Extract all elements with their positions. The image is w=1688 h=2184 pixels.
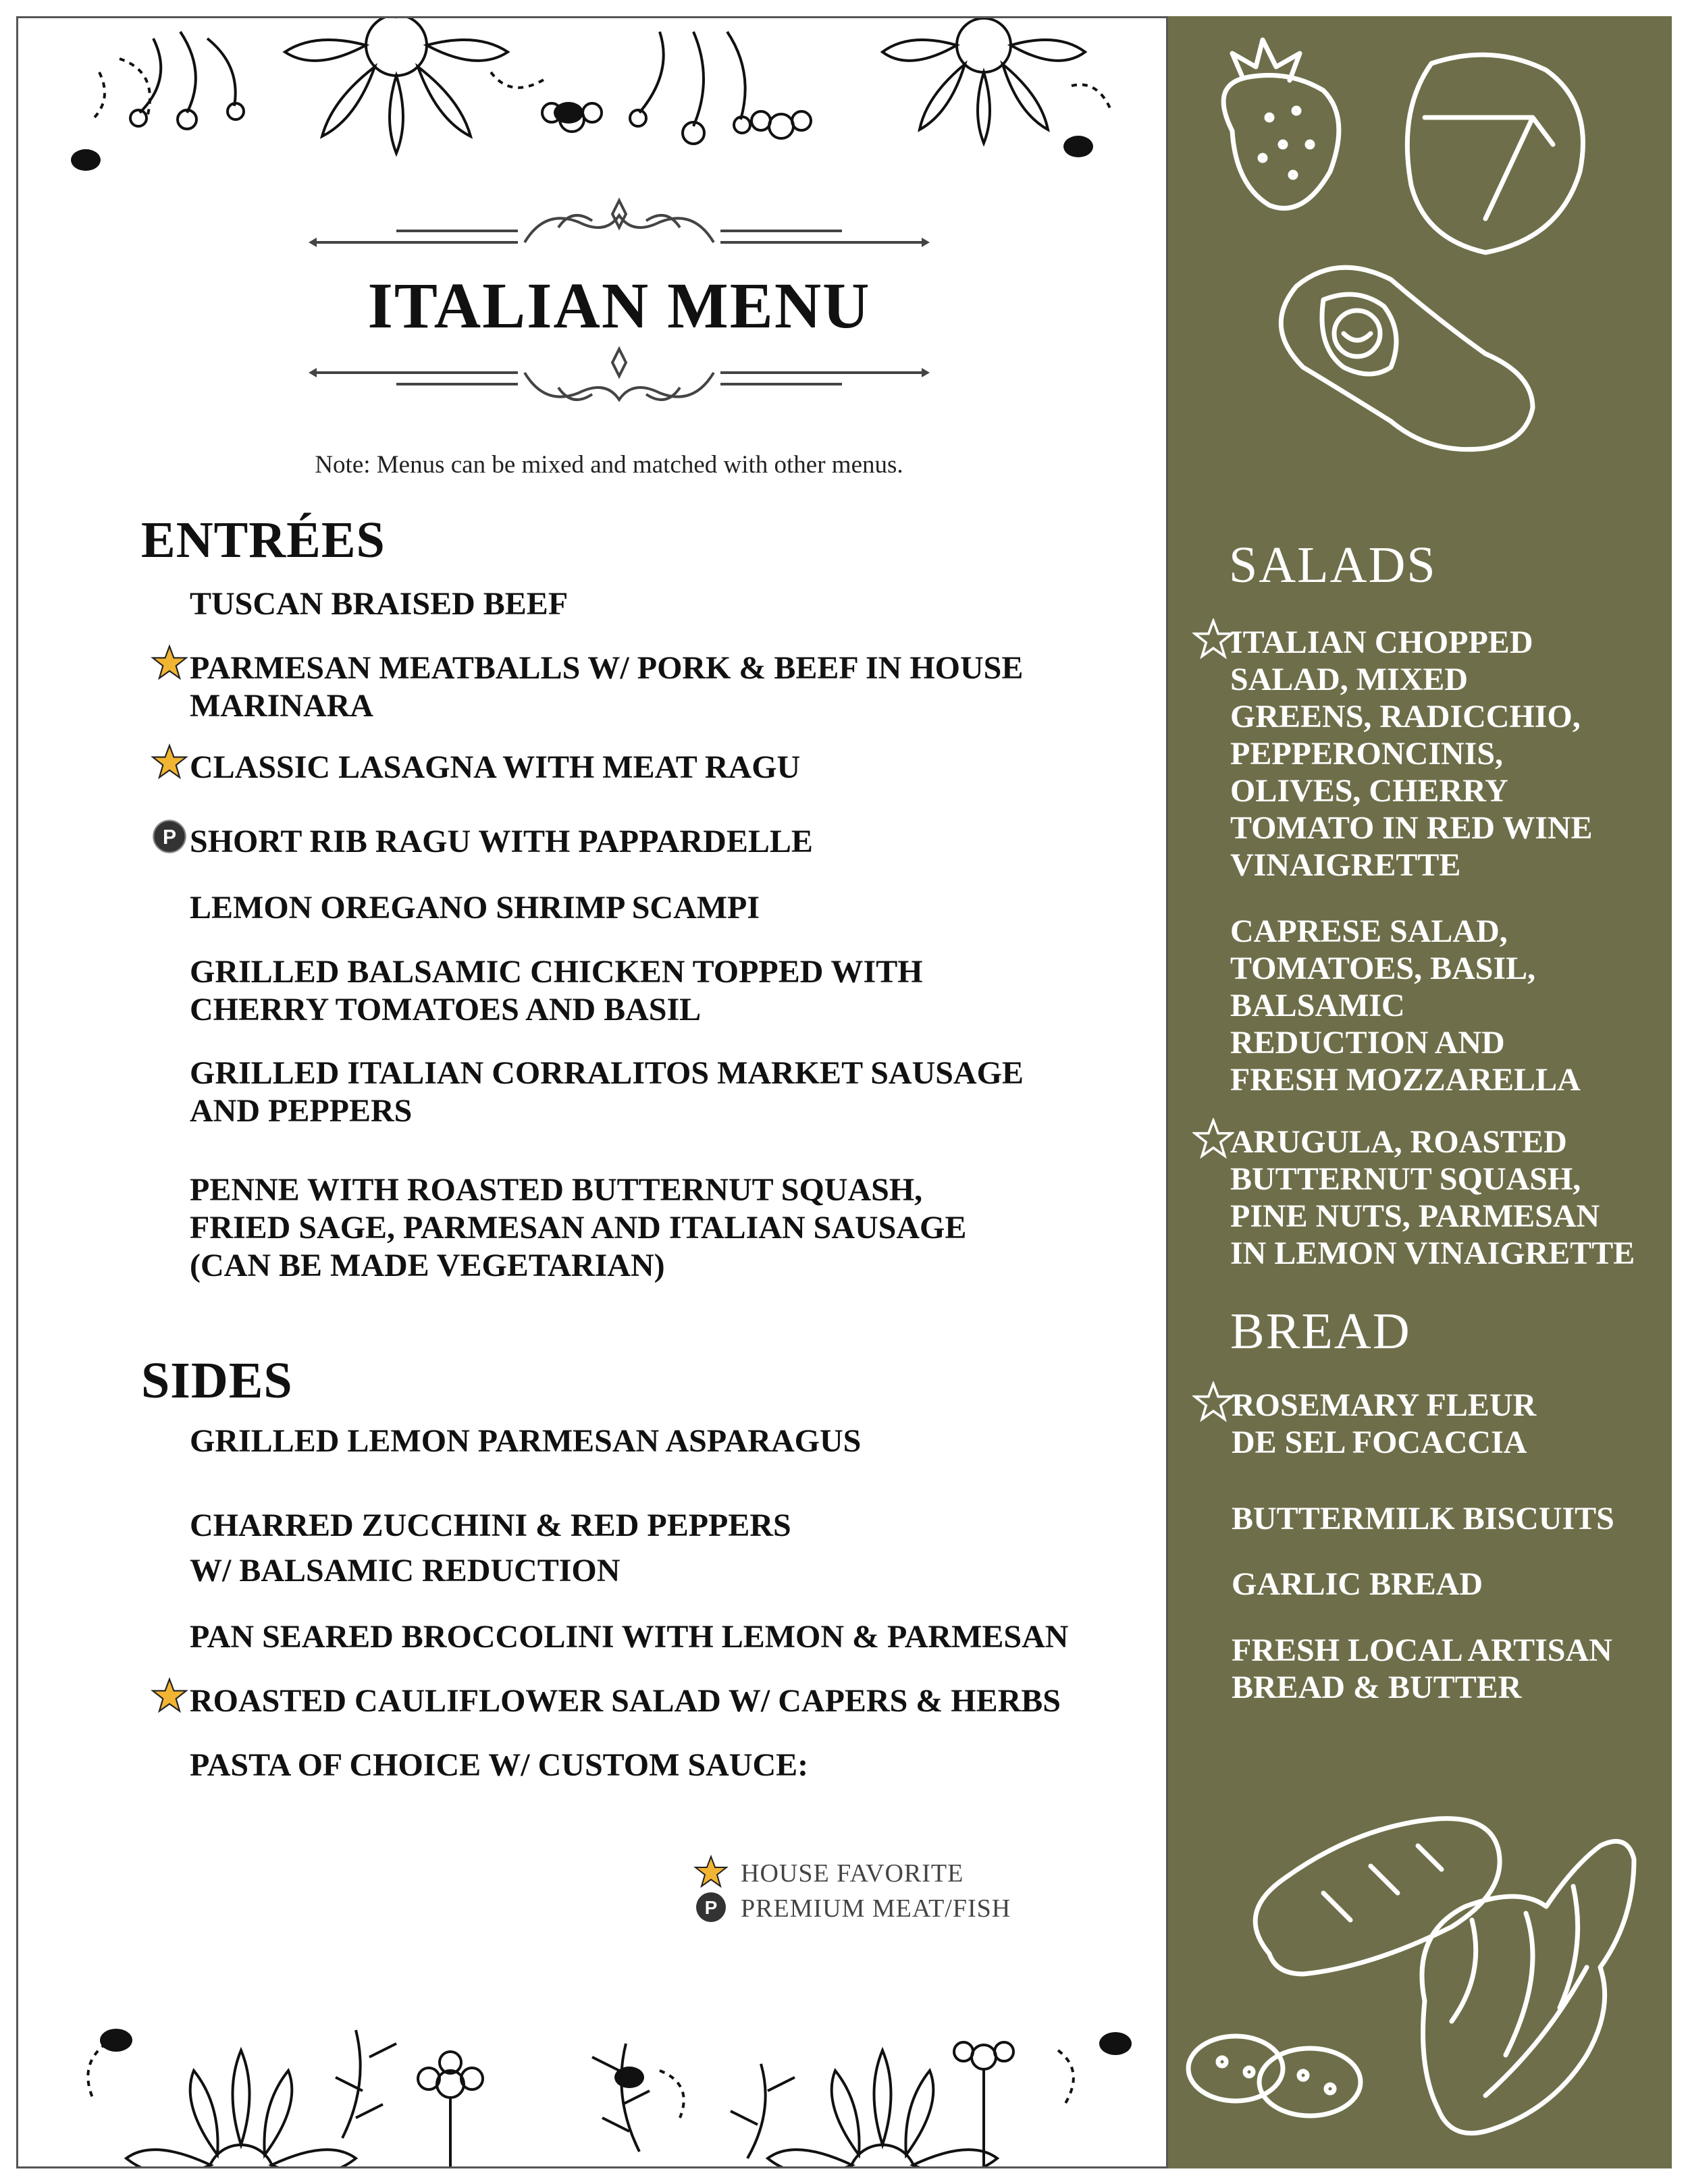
bread-illustration [1168, 1785, 1672, 2168]
produce-illustration [1168, 16, 1672, 502]
side-item: CHARRED ZUCCHINI & RED PEPPERS [190, 1508, 791, 1543]
star-icon [151, 743, 188, 781]
star-icon [151, 1677, 188, 1715]
sides-heading: SIDES [141, 1352, 293, 1409]
bee-icon [100, 2029, 1132, 2088]
legend-premium: PREMIUM MEAT/FISH [741, 1894, 1011, 1923]
right-panel [1168, 16, 1672, 2168]
star-icon [1192, 1118, 1234, 1160]
bread-item: FRESH LOCAL ARTISAN BREAD & BUTTER [1232, 1632, 1612, 1705]
svg-text:P: P [162, 826, 177, 849]
menu-title: ITALIAN MENU [367, 269, 871, 342]
salad-item: CAPRESE SALAD, TOMATOES, BASIL, BALSAMIC REDUCTION AND FRESH MOZZARELLA [1230, 913, 1581, 1098]
side-item: PASTA OF CHOICE W/ CUSTOM SAUCE: [190, 1747, 809, 1783]
side-item: ROASTED CAULIFLOWER SALAD W/ CAPERS & HERBS [190, 1683, 1061, 1719]
star-icon [151, 644, 188, 682]
cookie-icon [1188, 2036, 1361, 2116]
entree-item: PENNE WITH ROASTED BUTTERNUT SQUASH, FRIED SAGE, PARMESAN AND ITALIAN SAUSAGE (CAN BE MADE VEGETARIAN) [190, 1172, 967, 1283]
salads-heading: SALADS [1229, 537, 1437, 593]
star-icon [1192, 1381, 1234, 1423]
floral-border-top [18, 18, 1166, 180]
svg-text:P: P [704, 1897, 718, 1918]
legend-star-icon [693, 1855, 729, 1890]
croissant-icon [1422, 1841, 1634, 2133]
salad-item: ARUGULA, ROASTED BUTTERNUT SQUASH, PINE NUTS, PARMESAN IN LEMON VINAIGRETTE [1230, 1124, 1635, 1271]
floral-border-bottom [18, 2003, 1166, 2168]
entree-item: GRILLED BALSAMIC CHICKEN TOPPED WITH CHERRY TOMATOES AND BASIL [190, 954, 923, 1028]
bread-item: ROSEMARY FLEUR DE SEL FOCACCIA [1232, 1387, 1537, 1460]
title-ornament [302, 180, 937, 437]
entree-item: CLASSIC LASAGNA WITH MEAT RAGU [190, 749, 801, 785]
side-item: W/ BALSAMIC REDUCTION [190, 1553, 621, 1589]
entree-item: TUSCAN BRAISED BEEF [190, 586, 569, 622]
left-panel [16, 16, 1168, 2168]
entree-item: PARMESAN MEATBALLS W/ PORK & BEEF IN HOUSE MARINARA [190, 650, 1024, 724]
legend-house-favorite: HOUSE FAVORITE [741, 1859, 964, 1888]
entree-item: LEMON OREGANO SHRIMP SCAMPI [190, 890, 760, 926]
premium-icon [151, 818, 188, 855]
leaf-icon [1407, 55, 1583, 252]
strawberry-icon [1223, 40, 1339, 208]
bread-loaf-icon [1255, 1819, 1500, 1974]
entree-item: GRILLED ITALIAN CORRALITOS MARKET SAUSAGE AND PEPPERS [190, 1055, 1024, 1129]
bread-item: GARLIC BREAD [1232, 1566, 1483, 1602]
legend-premium-icon [693, 1890, 729, 1925]
bread-item: BUTTERMILK BISCUITS [1232, 1501, 1614, 1537]
side-item: GRILLED LEMON PARMESAN ASPARAGUS [190, 1423, 862, 1459]
entrees-heading: ENTRÉES [141, 512, 386, 568]
menu-note: Note: Menus can be mixed and matched with other menus. [315, 451, 903, 479]
side-item: PAN SEARED BROCCOLINI WITH LEMON & PARMESAN [190, 1619, 1069, 1655]
bread-heading: BREAD [1230, 1303, 1411, 1360]
star-icon [1192, 618, 1234, 660]
avocado-icon [1281, 267, 1533, 449]
salad-item: ITALIAN CHOPPED SALAD, MIXED GREENS, RADICCHIO, PEPPERONCINIS, OLIVES, CHERRY TOMATO IN RED WINE VINAIGRETTE [1230, 624, 1593, 883]
entree-item: SHORT RIB RAGU WITH PAPPARDELLE [190, 824, 813, 859]
